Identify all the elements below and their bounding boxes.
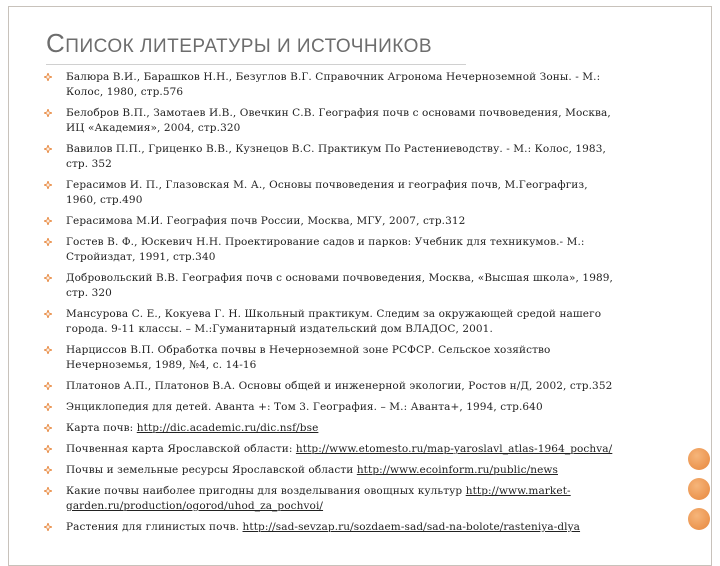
reference-link[interactable]: http://www.ecoinform.ru/public/news [356,464,558,476]
list-item [44,307,614,337]
reference-list [44,70,614,541]
list-item [44,271,614,301]
list-item [44,442,614,457]
reference-text: Вавилов П.П., Гриценко В.В., Кузнецов В.С. Практикум По Растениеводству. - М.: Колос, 1983, стр. 352 [66,143,606,170]
bullet-icon [44,424,52,432]
list-item [44,235,614,265]
bullet-icon [44,523,52,531]
reference-text: Почвенная карта Ярославской области: [66,443,296,455]
list-item [44,484,614,514]
bullet-icon [44,238,52,246]
bullet-icon [44,445,52,453]
list-item [44,70,614,100]
list-item [44,520,614,535]
bullet-icon [44,109,52,117]
reference-text: Гостев В. Ф., Юскевич Н.Н. Проектирование садов и парков: Учебник для техникумов.- М.: Стройиздат, 1991, стр.340 [66,236,585,263]
reference-text: Нарциссов В.П. Обработка почвы в Нечерноземной зоне РСФСР. Сельское хозяйство Нечерноземья, 1989, №4, с. 14-16 [66,344,551,371]
reference-text: Герасимов И. П., Глазовская М. А., Основы почвоведения и география почв, М.Географгиз, 1960, стр.490 [66,179,588,206]
title-initial: С [46,28,66,58]
list-item [44,343,614,373]
reference-link[interactable]: http://www.etomesto.ru/map-yaroslavl_atlas-1964_pochva/ [295,443,613,455]
reference-text: Почвы и земельные ресурсы Ярославской области [66,464,357,476]
bullet-icon [44,487,52,495]
reference-text: Какие почвы наиболее пригодны для возделывания овощных культур [66,485,466,497]
decorative-dots [680,0,720,540]
bullet-icon [44,382,52,390]
list-item [44,178,614,208]
bullet-icon [44,217,52,225]
bullet-icon [44,145,52,153]
reference-text: Растения для глинистых почв. [66,521,243,533]
list-item [44,106,614,136]
list-item [44,463,614,478]
title-rest: ПИСОК ЛИТЕРАТУРЫ И ИСТОЧНИКОВ [65,36,433,57]
bullet-icon [44,274,52,282]
reference-text: Балюра В.И., Барашков Н.Н., Безуглов В.Г. Справочник Агронома Нечерноземной Зоны. - М.: Колос, 1980, стр.576 [66,71,601,98]
reference-text: Карта почв: [66,422,137,434]
reference-text: Энциклопедия для детей. Аванта +: Том 3. География. – М.: Аванта+, 1994, стр.640 [66,401,543,413]
reference-text: Белобров В.П., Замотаев И.В., Овечкин С.В. География почв с основами почвоведения, Москва, ИЦ «Академия», 2004, стр.320 [66,107,611,134]
orange-dot-middle [688,478,710,500]
bullet-icon [44,181,52,189]
reference-link[interactable]: http://www.market-garden.ru/production/ogorod/uhod_za_pochvoi/ [66,485,571,512]
bullet-icon [44,73,52,81]
reference-text: Мансурова С. Е., Кокуева Г. Н. Школьный практикум. Следим за окружающей средой нашего города. 9-11 классы. – М.:Гуманитарный издательский дом ВЛАДОС, 2001. [66,308,602,335]
orange-dot-top [688,448,710,470]
title-underline [46,64,466,65]
reference-text: Герасимова М.И. География почв России, Москва, МГУ, 2007, стр.312 [66,215,466,227]
list-item [44,421,614,436]
list-item [44,214,614,229]
page-title [46,28,432,59]
reference-text: Добровольский В.В. География почв с основами почвоведения, Москва, «Высшая школа», 1989, стр. 320 [66,272,613,299]
bullet-icon [44,466,52,474]
reference-link[interactable]: http://dic.academic.ru/dic.nsf/bse [136,422,319,434]
list-item [44,142,614,172]
orange-dot-bottom [688,508,710,530]
reference-text: Платонов А.П., Платонов В.А. Основы общей и инженерной экологии, Ростов н/Д, 2002, стр.352 [66,380,613,392]
bullet-icon [44,310,52,318]
bullet-icon [44,346,52,354]
list-item [44,400,614,415]
reference-link[interactable]: http://sad-sevzap.ru/sozdaem-sad/sad-na-bolote/rasteniya-dlya [242,521,581,533]
list-item [44,379,614,394]
bullet-icon [44,403,52,411]
